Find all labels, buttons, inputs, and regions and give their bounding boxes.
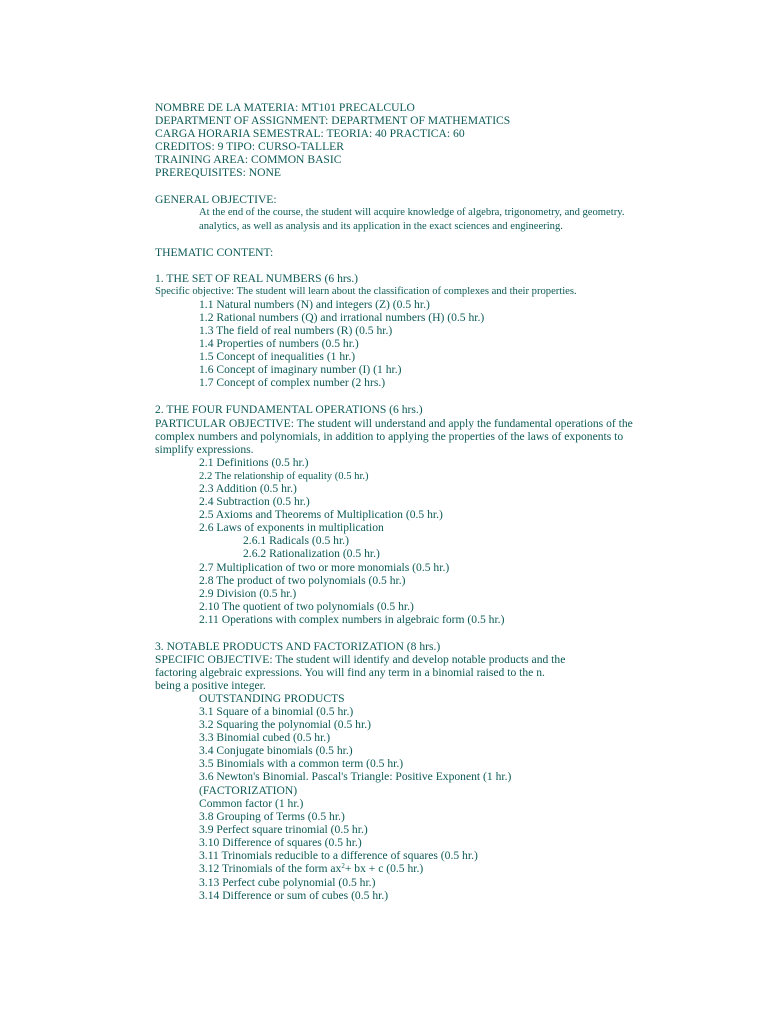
general-objective-text: At the end of the course, the student will acquire knowledge of algebra, trigonometry, and geometry. — [199, 207, 625, 218]
sub-list-item: 2.6.1 Radicals (0.5 hr.) — [243, 534, 349, 547]
general-objective-heading: GENERAL OBJECTIVE: — [155, 193, 277, 206]
list-item: 3.9 Perfect square trinomial (0.5 hr.) — [199, 823, 368, 836]
section-objective: being a positive integer. — [155, 679, 266, 692]
header-line: TRAINING AREA: COMMON BASIC — [155, 153, 342, 166]
list-item — [199, 862, 423, 875]
list-item: 3.13 Perfect cube polynomial (0.5 hr.) — [199, 876, 376, 889]
list-item: 2.3 Addition (0.5 hr.) — [199, 482, 297, 495]
header-line: CARGA HORARIA SEMESTRAL: TEORIA: 40 PRACTICA: 60 — [155, 127, 465, 140]
general-objective-text: analytics, as well as analysis and its application in the exact sciences and engineering. — [199, 221, 563, 232]
list-item: 1.6 Concept of imaginary number (I) (1 hr.) — [199, 363, 402, 376]
header-line: NOMBRE DE LA MATERIA: MT101 PRECALCULO — [155, 101, 415, 114]
section-objective: SPECIFIC OBJECTIVE: The student will identify and develop notable products and the — [155, 653, 566, 666]
thematic-content-heading: THEMATIC CONTENT: — [155, 246, 274, 259]
list-item: 1.1 Natural numbers (N) and integers (Z) (0.5 hr.) — [199, 298, 430, 311]
list-item: 2.8 The product of two polynomials (0.5 hr.) — [199, 574, 406, 587]
list-item: 2.2 The relationship of equality (0.5 hr.) — [199, 471, 369, 482]
list-item: 3.8 Grouping of Terms (0.5 hr.) — [199, 810, 345, 823]
list-item: 2.7 Multiplication of two or more monomials (0.5 hr.) — [199, 561, 450, 574]
list-item: 1.7 Concept of complex number (2 hrs.) — [199, 376, 386, 389]
subsection-heading: (FACTORIZATION) — [199, 784, 298, 797]
list-item: 1.4 Properties of numbers (0.5 hr.) — [199, 337, 359, 350]
header-line: DEPARTMENT OF ASSIGNMENT: DEPARTMENT OF MATHEMATICS — [155, 114, 511, 127]
header-line: CREDITOS: 9 TIPO: CURSO-TALLER — [155, 140, 344, 153]
list-item: 3.10 Difference of squares (0.5 hr.) — [199, 836, 362, 849]
list-item: 3.2 Squaring the polynomial (0.5 hr.) — [199, 718, 371, 731]
list-item: 2.1 Definitions (0.5 hr.) — [199, 456, 309, 469]
list-item: 2.4 Subtraction (0.5 hr.) — [199, 495, 310, 508]
list-item: 2.9 Division (0.5 hr.) — [199, 587, 297, 600]
list-item: 3.1 Square of a binomial (0.5 hr.) — [199, 705, 354, 718]
section-title: 3. NOTABLE PRODUCTS AND FACTORIZATION (8 hrs.) — [155, 640, 441, 653]
section-title: 2. THE FOUR FUNDAMENTAL OPERATIONS (6 hrs.) — [155, 403, 423, 416]
list-item: 2.11 Operations with complex numbers in algebraic form (0.5 hr.) — [199, 613, 505, 626]
subsection-heading: OUTSTANDING PRODUCTS — [199, 692, 345, 705]
list-item: 3.14 Difference or sum of cubes (0.5 hr.) — [199, 889, 389, 902]
list-item: 1.2 Rational numbers (Q) and irrational numbers (H) (0.5 hr.) — [199, 311, 485, 324]
section-objective: simplify expressions. — [155, 443, 254, 456]
section-objective: complex numbers and polynomials, in addition to applying the properties of the laws of exponents to — [155, 430, 624, 443]
exponent: 2 — [341, 862, 345, 870]
list-item-text: 3.12 Trinomials of the form ax — [199, 862, 342, 875]
list-item: 2.6 Laws of exponents in multiplication — [199, 521, 384, 534]
list-item: 2.5 Axioms and Theorems of Multiplication (0.5 hr.) — [199, 508, 443, 521]
list-item: 3.5 Binomials with a common term (0.5 hr.) — [199, 757, 404, 770]
list-item: 3.3 Binomial cubed (0.5 hr.) — [199, 731, 331, 744]
sub-list-item: 2.6.2 Rationalization (0.5 hr.) — [243, 547, 380, 560]
list-item: 3.11 Trinomials reducible to a difference of squares (0.5 hr.) — [199, 849, 478, 862]
list-item: Common factor (1 hr.) — [199, 797, 304, 810]
list-item: 1.3 The field of real numbers (R) (0.5 hr.) — [199, 324, 393, 337]
list-item: 1.5 Concept of inequalities (1 hr.) — [199, 350, 356, 363]
header-line: PREREQUISITES: NONE — [155, 166, 281, 179]
list-item-text: + bx + c (0.5 hr.) — [344, 862, 424, 875]
list-item: 2.10 The quotient of two polynomials (0.5 hr.) — [199, 600, 414, 613]
list-item: 3.6 Newton's Binomial. Pascal's Triangle: Positive Exponent (1 hr.) — [199, 770, 512, 783]
section-objective: factoring algebraic expressions. You will find any term in a binomial raised to the n. — [155, 666, 545, 679]
section-objective: PARTICULAR OBJECTIVE: The student will understand and apply the fundamental operations of the — [155, 417, 633, 430]
section-title: 1. THE SET OF REAL NUMBERS (6 hrs.) — [155, 272, 359, 285]
list-item: 3.4 Conjugate binomials (0.5 hr.) — [199, 744, 353, 757]
section-objective: Specific objective: The student will learn about the classification of complexes and their properties. — [155, 286, 577, 297]
